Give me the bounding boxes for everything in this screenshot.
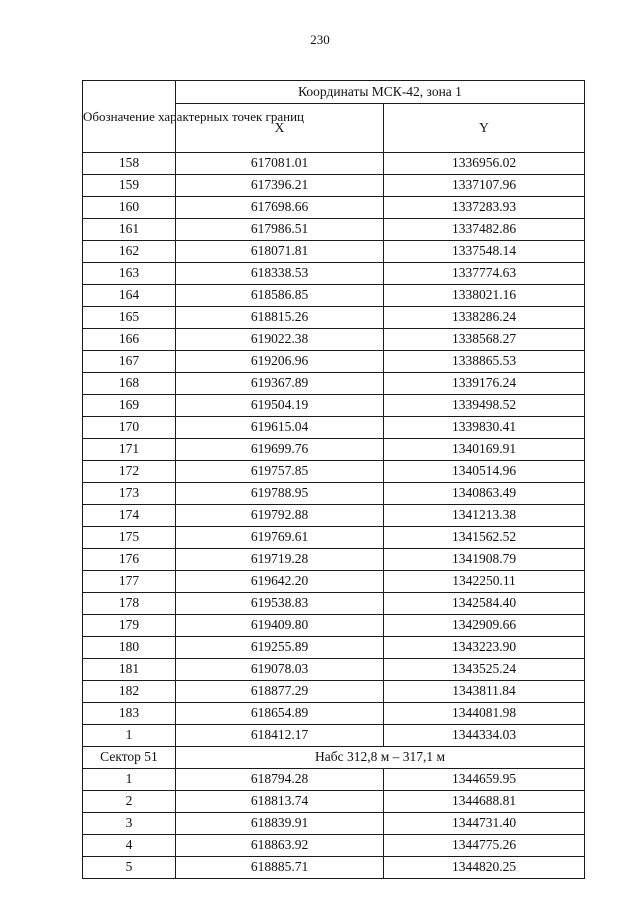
point-id-cell: 3 [83,813,176,835]
y-coordinate-cell: 1338568.27 [384,329,585,351]
point-id-cell: 159 [83,175,176,197]
table-row [83,153,585,175]
x-coordinate-cell: 619719.28 [176,549,384,571]
point-id-cell: 5 [83,857,176,879]
y-coordinate-cell: 1341562.52 [384,527,585,549]
x-coordinate-cell: 618813.74 [176,791,384,813]
y-coordinate-cell: 1338021.16 [384,285,585,307]
table-row [83,351,585,373]
x-coordinate-cell: 619367.89 [176,373,384,395]
y-coordinate-cell: 1337482.86 [384,219,585,241]
x-coordinate-cell: 618839.91 [176,813,384,835]
x-coordinate-cell: 619757.85 [176,461,384,483]
table-row [83,615,585,637]
y-coordinate-cell: 1341213.38 [384,505,585,527]
table-row [83,681,585,703]
table-row [83,571,585,593]
sector-table-row [83,791,585,813]
table-row [83,329,585,351]
y-coordinate-cell: 1340169.91 [384,439,585,461]
point-id-cell: 177 [83,571,176,593]
x-coordinate-cell: 618863.92 [176,835,384,857]
x-coordinate-cell: 619788.95 [176,483,384,505]
y-coordinate-cell: 1338865.53 [384,351,585,373]
x-coordinate-cell: 617986.51 [176,219,384,241]
sector-label: Сектор 51 [83,747,176,769]
x-coordinate-cell: 619206.96 [176,351,384,373]
table-row [83,659,585,681]
y-coordinate-cell: 1342250.11 [384,571,585,593]
x-coordinate-cell: 619409.80 [176,615,384,637]
point-id-cell: 181 [83,659,176,681]
x-coordinate-cell: 618412.17 [176,725,384,747]
point-id-cell: 169 [83,395,176,417]
y-coordinate-cell: 1344659.95 [384,769,585,791]
y-coordinate-cell: 1341908.79 [384,549,585,571]
x-coordinate-cell: 618586.85 [176,285,384,307]
y-coordinate-cell: 1337283.93 [384,197,585,219]
point-id-cell: 183 [83,703,176,725]
y-coordinate-cell: 1337548.14 [384,241,585,263]
table-row [83,219,585,241]
y-coordinate-cell: 1342584.40 [384,593,585,615]
y-column-header: Y [384,104,585,153]
table-row [83,505,585,527]
table-row [83,417,585,439]
point-id-cell: 1 [83,769,176,791]
x-coordinate-cell: 619078.03 [176,659,384,681]
sector-table-row [83,813,585,835]
point-id-cell: 163 [83,263,176,285]
y-coordinate-cell: 1339830.41 [384,417,585,439]
point-id-cell: 4 [83,835,176,857]
point-id-cell: 176 [83,549,176,571]
x-coordinate-cell: 618071.81 [176,241,384,263]
table-row [83,461,585,483]
table-row [83,527,585,549]
x-coordinate-cell: 618877.29 [176,681,384,703]
table-row [83,703,585,725]
y-coordinate-cell: 1338286.24 [384,307,585,329]
x-column-header: X [176,104,384,153]
page-number: 230 [310,32,330,47]
y-coordinate-cell: 1343223.90 [384,637,585,659]
table-row [83,197,585,219]
y-coordinate-cell: 1336956.02 [384,153,585,175]
y-coordinate-cell: 1344334.03 [384,725,585,747]
point-id-cell: 165 [83,307,176,329]
point-id-cell: 180 [83,637,176,659]
point-id-cell: 170 [83,417,176,439]
x-coordinate-cell: 618815.26 [176,307,384,329]
point-id-cell: 1 [83,725,176,747]
point-id-cell: 173 [83,483,176,505]
x-coordinate-cell: 619022.38 [176,329,384,351]
point-id-cell: 161 [83,219,176,241]
y-coordinate-cell: 1340863.49 [384,483,585,505]
x-coordinate-cell: 617698.66 [176,197,384,219]
table-row [83,725,585,747]
y-coordinate-cell: 1344775.26 [384,835,585,857]
point-id-cell: 160 [83,197,176,219]
y-coordinate-cell: 1344688.81 [384,791,585,813]
y-coordinate-cell: 1340514.96 [384,461,585,483]
table-row [83,373,585,395]
y-coordinate-cell: 1337774.63 [384,263,585,285]
point-id-cell: 172 [83,461,176,483]
table-body [83,153,585,747]
y-coordinate-cell: 1344731.40 [384,813,585,835]
table-row [83,285,585,307]
sector-height: Набс 312,8 м – 317,1 м [176,747,585,769]
point-id-cell: 179 [83,615,176,637]
table-header [83,81,585,153]
point-id-cell: 167 [83,351,176,373]
table-row [83,263,585,285]
table-row [83,175,585,197]
point-id-cell: 182 [83,681,176,703]
table-row [83,241,585,263]
x-coordinate-cell: 619642.20 [176,571,384,593]
point-id-cell: 175 [83,527,176,549]
y-coordinate-cell: 1344081.98 [384,703,585,725]
y-coordinate-cell: 1343811.84 [384,681,585,703]
point-id-cell: 166 [83,329,176,351]
point-id-cell: 2 [83,791,176,813]
table-row [83,549,585,571]
y-coordinate-cell: 1342909.66 [384,615,585,637]
table-row [83,637,585,659]
x-coordinate-cell: 619255.89 [176,637,384,659]
x-coordinate-cell: 618654.89 [176,703,384,725]
y-coordinate-cell: 1337107.96 [384,175,585,197]
x-coordinate-cell: 619699.76 [176,439,384,461]
table-row [83,483,585,505]
point-id-cell: 164 [83,285,176,307]
sector-row [83,747,585,769]
point-id-cell: 178 [83,593,176,615]
x-coordinate-cell: 618885.71 [176,857,384,879]
y-coordinate-cell: 1339498.52 [384,395,585,417]
x-coordinate-cell: 618794.28 [176,769,384,791]
sector-section [83,747,585,769]
x-coordinate-cell: 619615.04 [176,417,384,439]
sector-table-row [83,857,585,879]
point-id-cell: 162 [83,241,176,263]
coords-system-header: Координаты МСК-42, зона 1 [176,81,585,104]
table-row [83,395,585,417]
point-id-cell: 171 [83,439,176,461]
y-coordinate-cell: 1339176.24 [384,373,585,395]
x-coordinate-cell: 619792.88 [176,505,384,527]
sector-table-row [83,769,585,791]
x-coordinate-cell: 619504.19 [176,395,384,417]
sector-table-row [83,835,585,857]
table-row [83,439,585,461]
y-coordinate-cell: 1343525.24 [384,659,585,681]
table-row [83,593,585,615]
x-coordinate-cell: 617396.21 [176,175,384,197]
designation-header: Обозначение характерных точек границ [83,81,176,153]
point-id-cell: 158 [83,153,176,175]
x-coordinate-cell: 619769.61 [176,527,384,549]
point-id-cell: 168 [83,373,176,395]
coordinates-table [82,80,585,879]
point-id-cell: 174 [83,505,176,527]
table-row [83,307,585,329]
x-coordinate-cell: 617081.01 [176,153,384,175]
y-coordinate-cell: 1344820.25 [384,857,585,879]
sector-table-body [83,769,585,879]
x-coordinate-cell: 618338.53 [176,263,384,285]
x-coordinate-cell: 619538.83 [176,593,384,615]
